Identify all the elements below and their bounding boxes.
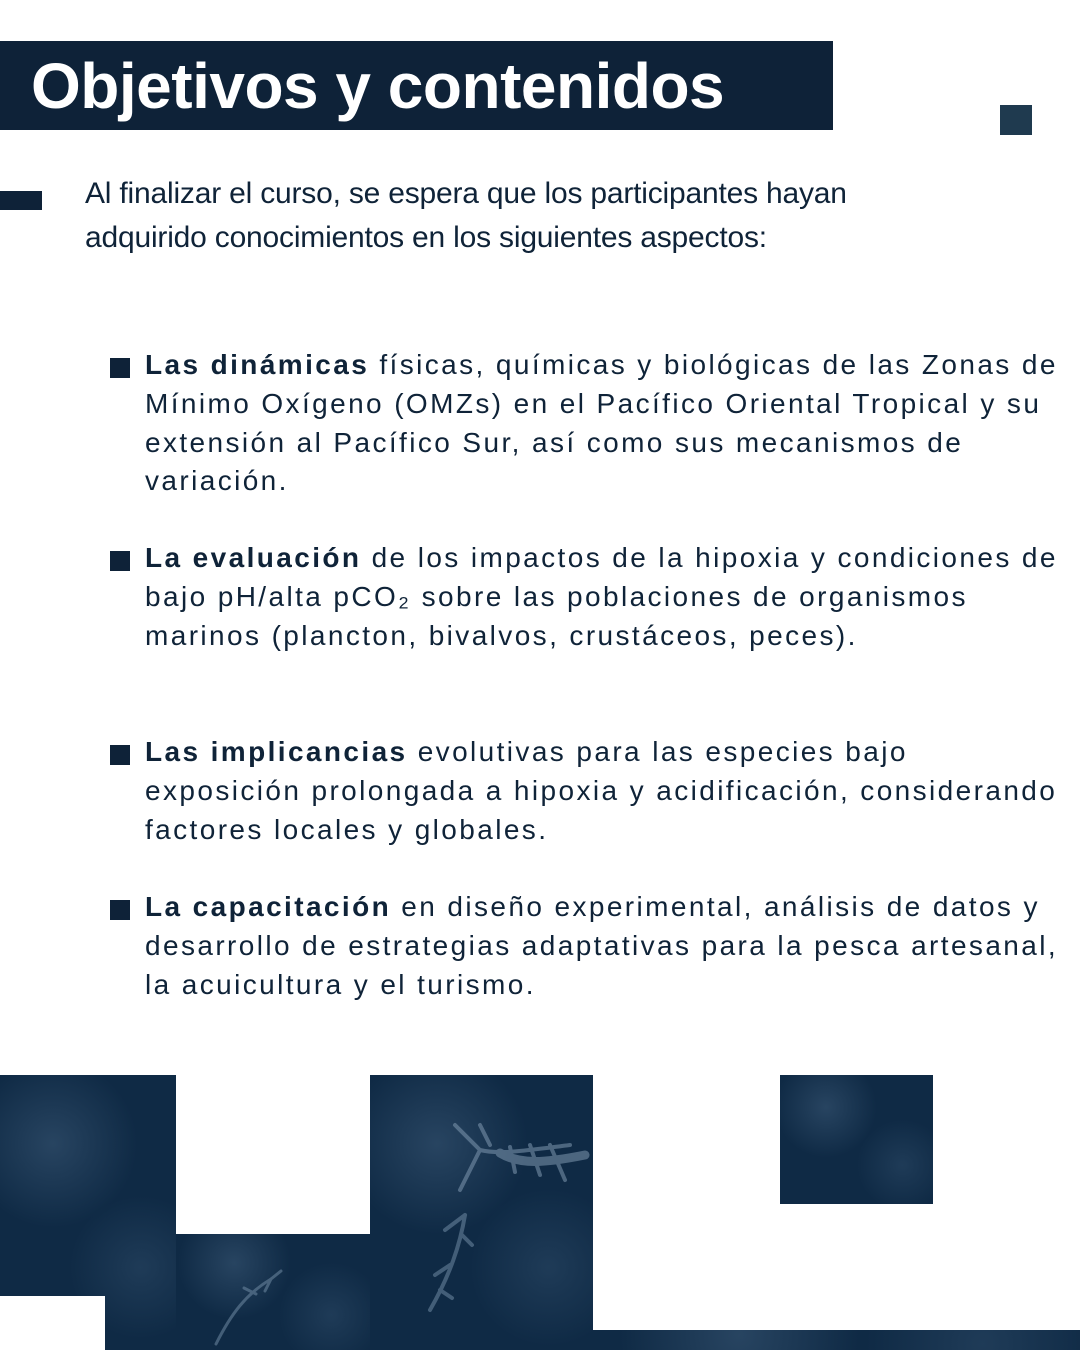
objective-text bbox=[145, 346, 1065, 501]
square-bullet-icon bbox=[110, 745, 130, 765]
collage-photo-tile bbox=[780, 1075, 933, 1204]
objective-bold: Las dinámicas bbox=[145, 349, 370, 380]
objective-bold: La capacitación bbox=[145, 891, 392, 922]
collage-photo-tile bbox=[370, 1075, 593, 1350]
objective-rest: físicas, químicas y biológicas de las Zonas de Mínimo Oxígeno (OMZs) en el Pacífico Oriental Tropical y su extensión al Pacífico Sur, así como sus mecanismos de variación. bbox=[145, 349, 1058, 497]
objective-bold: Las implicancias bbox=[145, 736, 408, 767]
page-title: Objetivos y contenidos bbox=[31, 50, 725, 122]
objective-rest: en diseño experimental, análisis de datos y desarrollo de estrategias adaptativas para la pesca artesanal, la acuicultura y el turismo. bbox=[145, 891, 1059, 1000]
collage-photo-tile bbox=[593, 1330, 1080, 1350]
decorative-dash bbox=[0, 191, 42, 210]
intro-paragraph: Al finalizar el curso, se espera que los participantes hayan adquirido conocimientos en los siguientes aspectos: bbox=[85, 177, 847, 254]
objective-text bbox=[145, 733, 1065, 849]
shrimp-silhouette-icon bbox=[370, 1075, 593, 1350]
objective-rest: de los impactos de la hipoxia y condiciones de bajo pH/alta pCO₂ sobre las poblaciones de organismos marinos (plancton, bivalvos, crustáceos, peces). bbox=[145, 542, 1058, 651]
square-bullet-icon bbox=[110, 358, 130, 378]
objective-text bbox=[145, 539, 1065, 655]
collage-white-cutout bbox=[0, 1296, 105, 1350]
objective-bold: La evaluación bbox=[145, 542, 362, 573]
shrimp-silhouette-icon bbox=[176, 1234, 370, 1350]
objective-text bbox=[145, 888, 1065, 1004]
objective-rest: evolutivas para las especies bajo exposición prolongada a hipoxia y acidificación, considerando factores locales y globales. bbox=[145, 736, 1058, 845]
square-bullet-icon bbox=[110, 551, 130, 571]
collage-photo-tile bbox=[176, 1234, 370, 1350]
square-bullet-icon bbox=[110, 900, 130, 920]
decorative-square bbox=[1000, 105, 1032, 135]
